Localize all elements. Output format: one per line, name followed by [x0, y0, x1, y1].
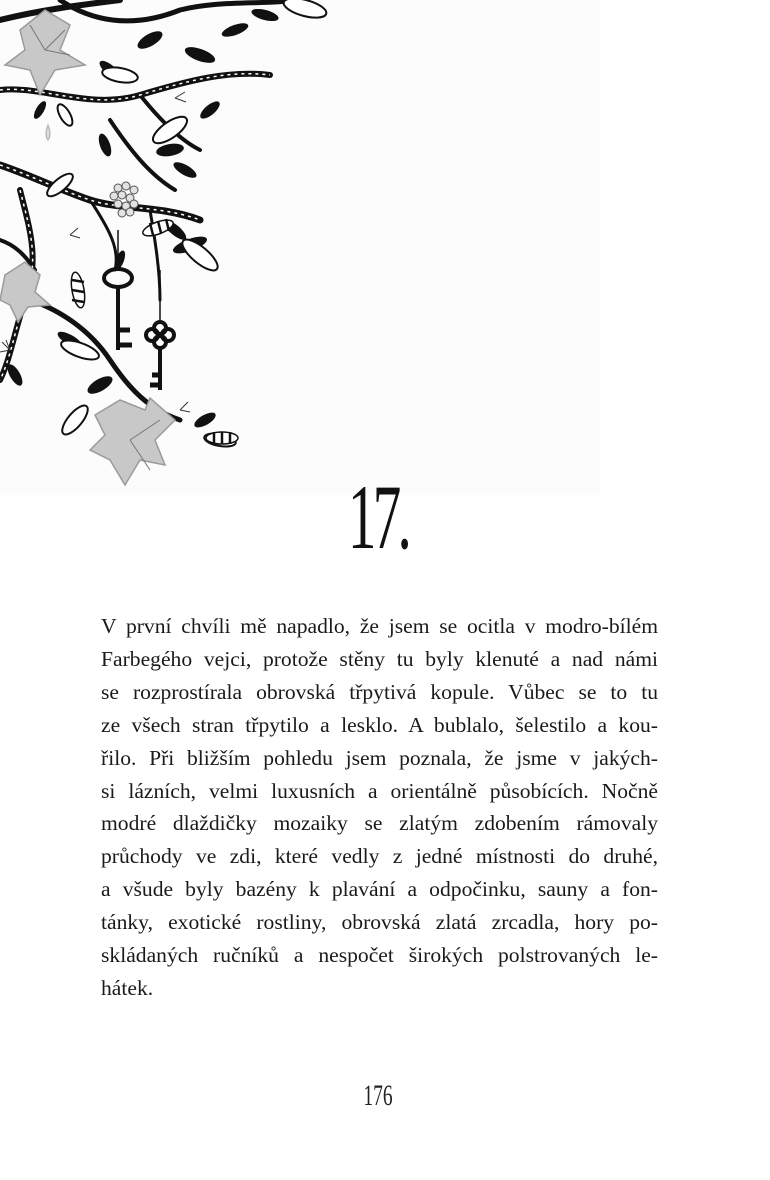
- page-number: 176: [363, 1079, 393, 1112]
- paragraph-line: si lázních, velmi luxusních a orientálně působících. Nočně: [101, 778, 658, 803]
- paragraph-line: se rozprostírala obrovská třpytivá kopule. Vůbec se to tu: [101, 679, 658, 704]
- paragraph-line: modré dlaždičky mozaiky se zlatým zdobením rámovaly: [101, 811, 658, 836]
- paragraph-line: tánky, exotické rostliny, obrovská zlatá zrcadla, hory po-: [101, 910, 658, 935]
- paragraph-line: ze všech stran třpytilo a lesklo. A bublalo, šelestilo a kou-: [101, 712, 658, 737]
- vine-with-keys-icon: [0, 0, 600, 495]
- paragraph-line: a všude byly bazény k plavání a odpočinku, sauny a fon-: [101, 877, 658, 902]
- floral-keys-illustration: [0, 0, 600, 495]
- paragraph-line: Farbegého vejci, protože stěny tu byly klenuté a nad námi: [101, 646, 658, 671]
- paragraph-line: řilo. Při bližším pohledu jsem poznala, že jsme v jakých-: [101, 745, 658, 770]
- body-paragraph: [101, 610, 658, 1005]
- paragraph-line: V první chvíli mě napadlo, že jsem se ocitla v modro-bílém: [101, 614, 658, 638]
- chapter-number: 17.: [347, 466, 409, 568]
- paragraph-line: skládaných ručníků a nespočet širokých polstrovaných le-: [101, 943, 658, 968]
- paragraph-line: hátek.: [101, 975, 154, 1000]
- paragraph-line: průchody ve zdi, které vedly z jedné místnosti do druhé,: [101, 844, 658, 869]
